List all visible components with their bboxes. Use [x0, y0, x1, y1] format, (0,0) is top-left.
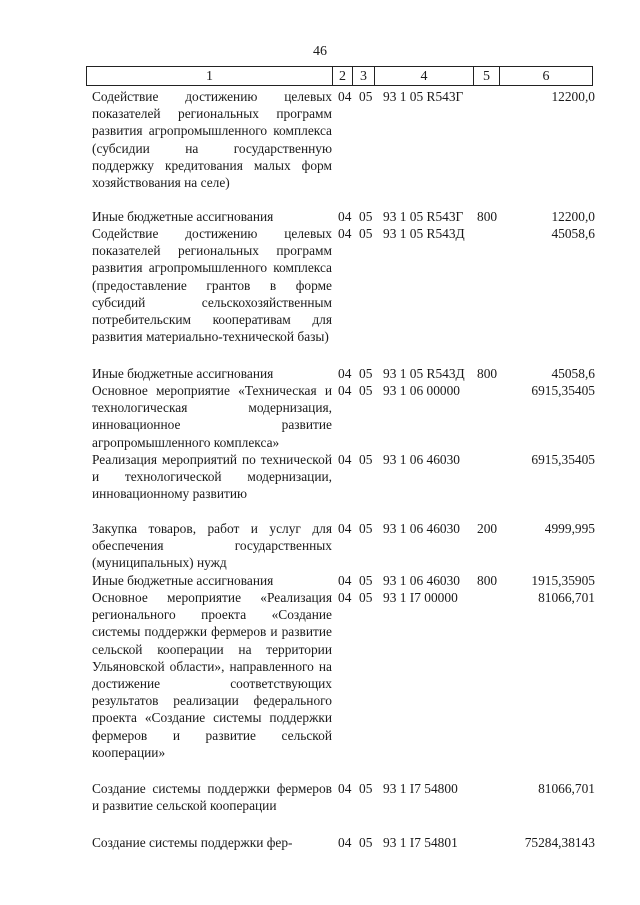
- header-col-5: 5: [473, 67, 499, 85]
- row-name: Основное мероприятие «Реализация регионального проекта «Создание системы поддержки фермеров и развитие сельской кооперации на территории Ульяновской области», направленного на достижение соответствующих результатов реализации федерального проекта «Создание системы поддержки фермеров и развитие сельской кооперации»: [92, 590, 332, 760]
- row-target-article: 93 1 06 46030: [383, 573, 460, 588]
- row-subsection: 05: [359, 226, 373, 241]
- row-amount: 6915,35405: [531, 383, 595, 398]
- row-expense-type: 200: [477, 521, 498, 536]
- row-section: 04: [338, 366, 352, 381]
- row-name: Иные бюджетные ассигнования: [92, 209, 274, 224]
- row-section: 04: [338, 835, 352, 850]
- row-amount: 12200,0: [551, 89, 595, 104]
- row-subsection: 05: [359, 781, 373, 796]
- row-target-article: 93 1 06 46030: [383, 452, 460, 467]
- row-name: Реализация мероприятий по технической и технологической модернизации, инновационному развитию: [92, 452, 332, 502]
- row-amount: 12200,0: [551, 209, 595, 224]
- row-subsection: 05: [359, 452, 373, 467]
- page-number: 46: [313, 44, 327, 59]
- table-header: [86, 66, 593, 86]
- row-section: 04: [338, 452, 352, 467]
- row-section: 04: [338, 383, 352, 398]
- row-name: Иные бюджетные ассигнования: [92, 573, 274, 588]
- row-section: 04: [338, 209, 352, 224]
- row-amount: 6915,35405: [531, 452, 595, 467]
- header-col-1: 1: [206, 69, 213, 84]
- row-target-article: 93 1 I7 54800: [383, 781, 458, 796]
- row-amount: 75284,38143: [524, 835, 595, 850]
- row-subsection: 05: [359, 590, 373, 605]
- row-amount: 45058,6: [551, 226, 595, 241]
- row-name: Содействие достижению целевых показателей региональных программ развития агропромышленного комплекса (субсидии на государственную поддержку кредитования малых форм хозяйствования на селе): [92, 89, 332, 191]
- row-subsection: 05: [359, 835, 373, 850]
- row-section: 04: [338, 590, 352, 605]
- row-name: Создание системы поддержки фермеров и развитие сельской кооперации: [92, 781, 332, 814]
- row-name: Содействие достижению целевых показателей региональных программ развития агропромышленного комплекса (предоставление грантов в форме субсидий сельскохозяйственным потребительским кооперативам для развития материально-технической базы): [92, 226, 332, 345]
- row-section: 04: [338, 226, 352, 241]
- row-name: Закупка товаров, работ и услуг для обеспечения государственных (муниципальных) нужд: [92, 521, 332, 571]
- row-target-article: 93 1 05 R543Г: [383, 209, 464, 224]
- row-target-article: 93 1 06 00000: [383, 383, 460, 398]
- row-name: Создание системы поддержки фер-: [92, 835, 293, 850]
- row-name: Иные бюджетные ассигнования: [92, 366, 274, 381]
- row-subsection: 05: [359, 383, 373, 398]
- row-section: 04: [338, 573, 352, 588]
- row-section: 04: [338, 521, 352, 536]
- header-col-2: 2: [332, 67, 352, 85]
- row-name: Основное мероприятие «Техническая и технологическая модернизация, инновационное развитие агропромышленного комплекса»: [92, 383, 332, 450]
- row-target-article: 93 1 I7 00000: [383, 590, 458, 605]
- row-expense-type: 800: [477, 573, 498, 588]
- row-target-article: 93 1 05 R543Д: [383, 366, 465, 381]
- header-col-3: 3: [352, 67, 374, 85]
- row-section: 04: [338, 89, 352, 104]
- row-subsection: 05: [359, 209, 373, 224]
- row-subsection: 05: [359, 521, 373, 536]
- row-target-article: 93 1 05 R543Д: [383, 226, 465, 241]
- row-expense-type: 800: [477, 366, 498, 381]
- row-target-article: 93 1 I7 54801: [383, 835, 458, 850]
- header-col-4: 4: [374, 67, 473, 85]
- row-expense-type: 800: [477, 209, 498, 224]
- row-target-article: 93 1 05 R543Г: [383, 89, 464, 104]
- header-col-6: 6: [499, 67, 592, 85]
- row-subsection: 05: [359, 573, 373, 588]
- row-subsection: 05: [359, 89, 373, 104]
- row-amount: 1915,35905: [531, 573, 595, 588]
- row-amount: 45058,6: [551, 366, 595, 381]
- row-target-article: 93 1 06 46030: [383, 521, 460, 536]
- row-subsection: 05: [359, 366, 373, 381]
- row-amount: 81066,701: [538, 590, 595, 605]
- row-section: 04: [338, 781, 352, 796]
- row-amount: 4999,995: [544, 521, 595, 536]
- row-amount: 81066,701: [538, 781, 595, 796]
